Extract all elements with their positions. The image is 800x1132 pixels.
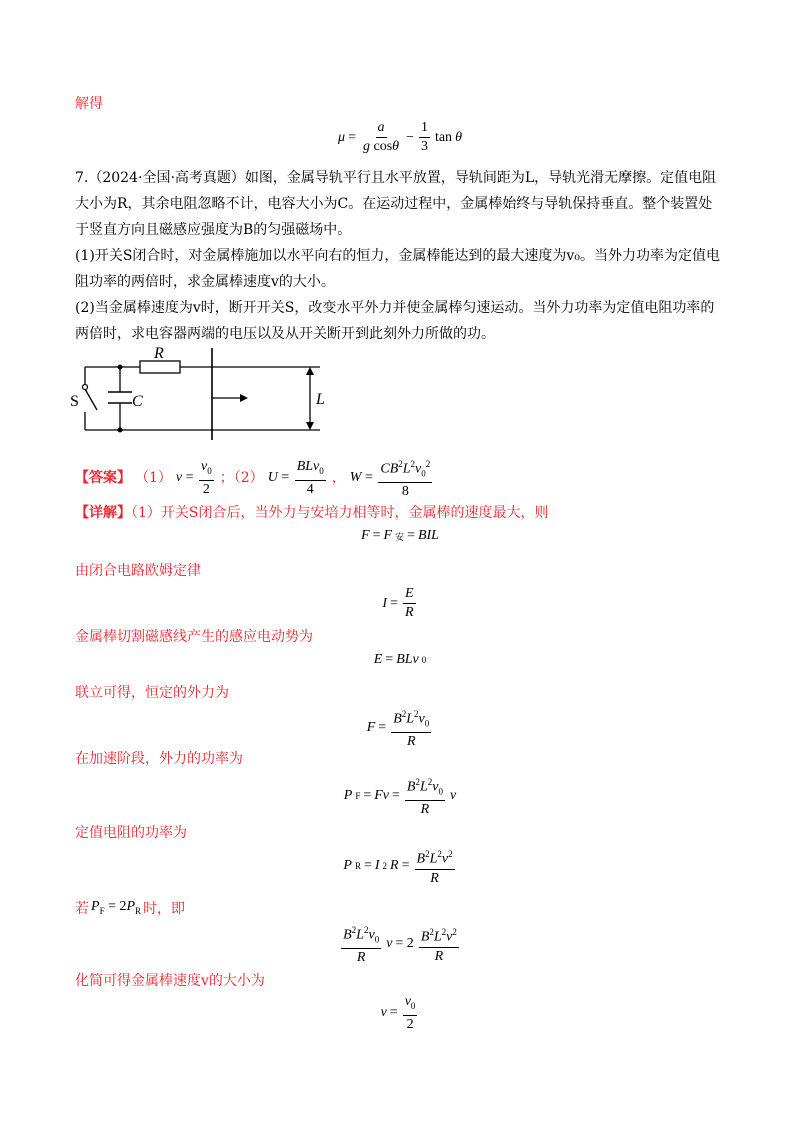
equation-mu: μ = $\frac{a}{\text{g cosθ}}$ − $\frac{1}{3}$ tan θ [338,120,462,154]
label-s: S [70,393,79,410]
label-l: L [316,391,325,408]
emf-label: 金属棒切割磁感线产生的感应电动势为 [75,629,313,645]
condition-line: 若 $P_F = 2P_R$ 时，即 [75,896,185,922]
problem-source: （2024·全国·高考真题） [88,170,245,186]
intro-label: 解得 [75,96,103,112]
problem-stem-line3: 于竖直方向且磁感应强度为B的匀强磁场中。 [75,222,352,238]
detail-tag: 【详解】 [75,505,131,521]
problem-number: 7. [75,170,89,186]
resistor-r [140,361,180,373]
question-1-line2: 阻功率的两倍时，求金属棒速度v的大小。 [75,274,335,290]
equation-power-external: P F = Fv = $\frac{B^2L^2v_0}{R}$ v [0,774,800,818]
detail-line1 [75,502,549,524]
power-label: 在加速阶段，外力的功率为 [75,751,243,767]
circuit-diagram [70,340,340,440]
switch-blade [85,389,97,410]
question-2-line2: 两倍时，求电容器两端的电压以及从开关断开到此刻外力所做的功。 [75,326,495,342]
label-r: R [154,345,164,362]
equation-result-v: v = $\frac{v_0}{2}$ [380,994,416,1032]
resistor-power-label: 定值电阻的功率为 [75,825,187,841]
answer-part1-label: （1） [135,470,172,487]
problem-stem [75,165,735,347]
condition-suffix: 时，即 [143,900,186,917]
equation-condition: $\frac{B^2L^2v_0}{R}$ v = 2 $\frac{B^2L^2v^2}{R}$ [0,922,800,966]
ohm-label: 由闭合电路欧姆定律 [75,563,201,579]
equation-force: F = $\frac{B^2L^2v_0}{R}$ [0,706,800,750]
condition-prefix: 若 [75,900,89,917]
label-c: C [132,393,143,410]
answer-comma: ， [331,470,346,487]
problem-stem-line2: 大小为R，其余电阻忽略不计，电容大小为C。在运动过程中，金属棒始终与导轨保持垂直。整个装置处 [75,196,713,212]
simplify-label: 化简可得金属棒速度v的大小为 [75,973,265,989]
equation-force-balance: F = F 安 = BIL [361,528,439,543]
answer-sep: ；（2） [219,470,264,487]
arrow-head [240,394,248,402]
force-label: 联立可得，恒定的外力为 [75,685,229,701]
equation-power-resistor: P R = I 2 R = $\frac{B^2L^2v^2}{R}$ [0,846,800,887]
equation-emf: E = BLv 0 [373,652,427,667]
problem-stem-line1: 如图，金属导轨平行且水平放置，导轨间距为L，导轨光滑无摩擦。定值电阻 [244,170,717,186]
detail-text: （1）开关S闭合后，当外力与安培力相等时，金属棒的速度最大，则 [131,505,549,521]
question-1-line1: (1)开关S闭合时，对金属棒施加以水平向右的恒力，金属棒能达到的最大速度为v₀。当外力功率为定值电 [75,248,720,264]
answer-tag: 【答案】 [75,470,131,487]
question-2-line1: (2)当金属棒速度为v时，断开开关S，改变水平外力并使金属棒匀速运动。当外力功率为定值电阻功率的 [75,300,715,316]
equation-ohm: I = $\frac{E}{R}$ [382,586,414,620]
answer-line: 【答案】 （1） v = $\frac{v_0}{2}$ ；（2） U = $\frac{BLv_0}{4}$ ， W = $\frac{CB^2L^2v_0^2}{8}$ [75,456,434,500]
